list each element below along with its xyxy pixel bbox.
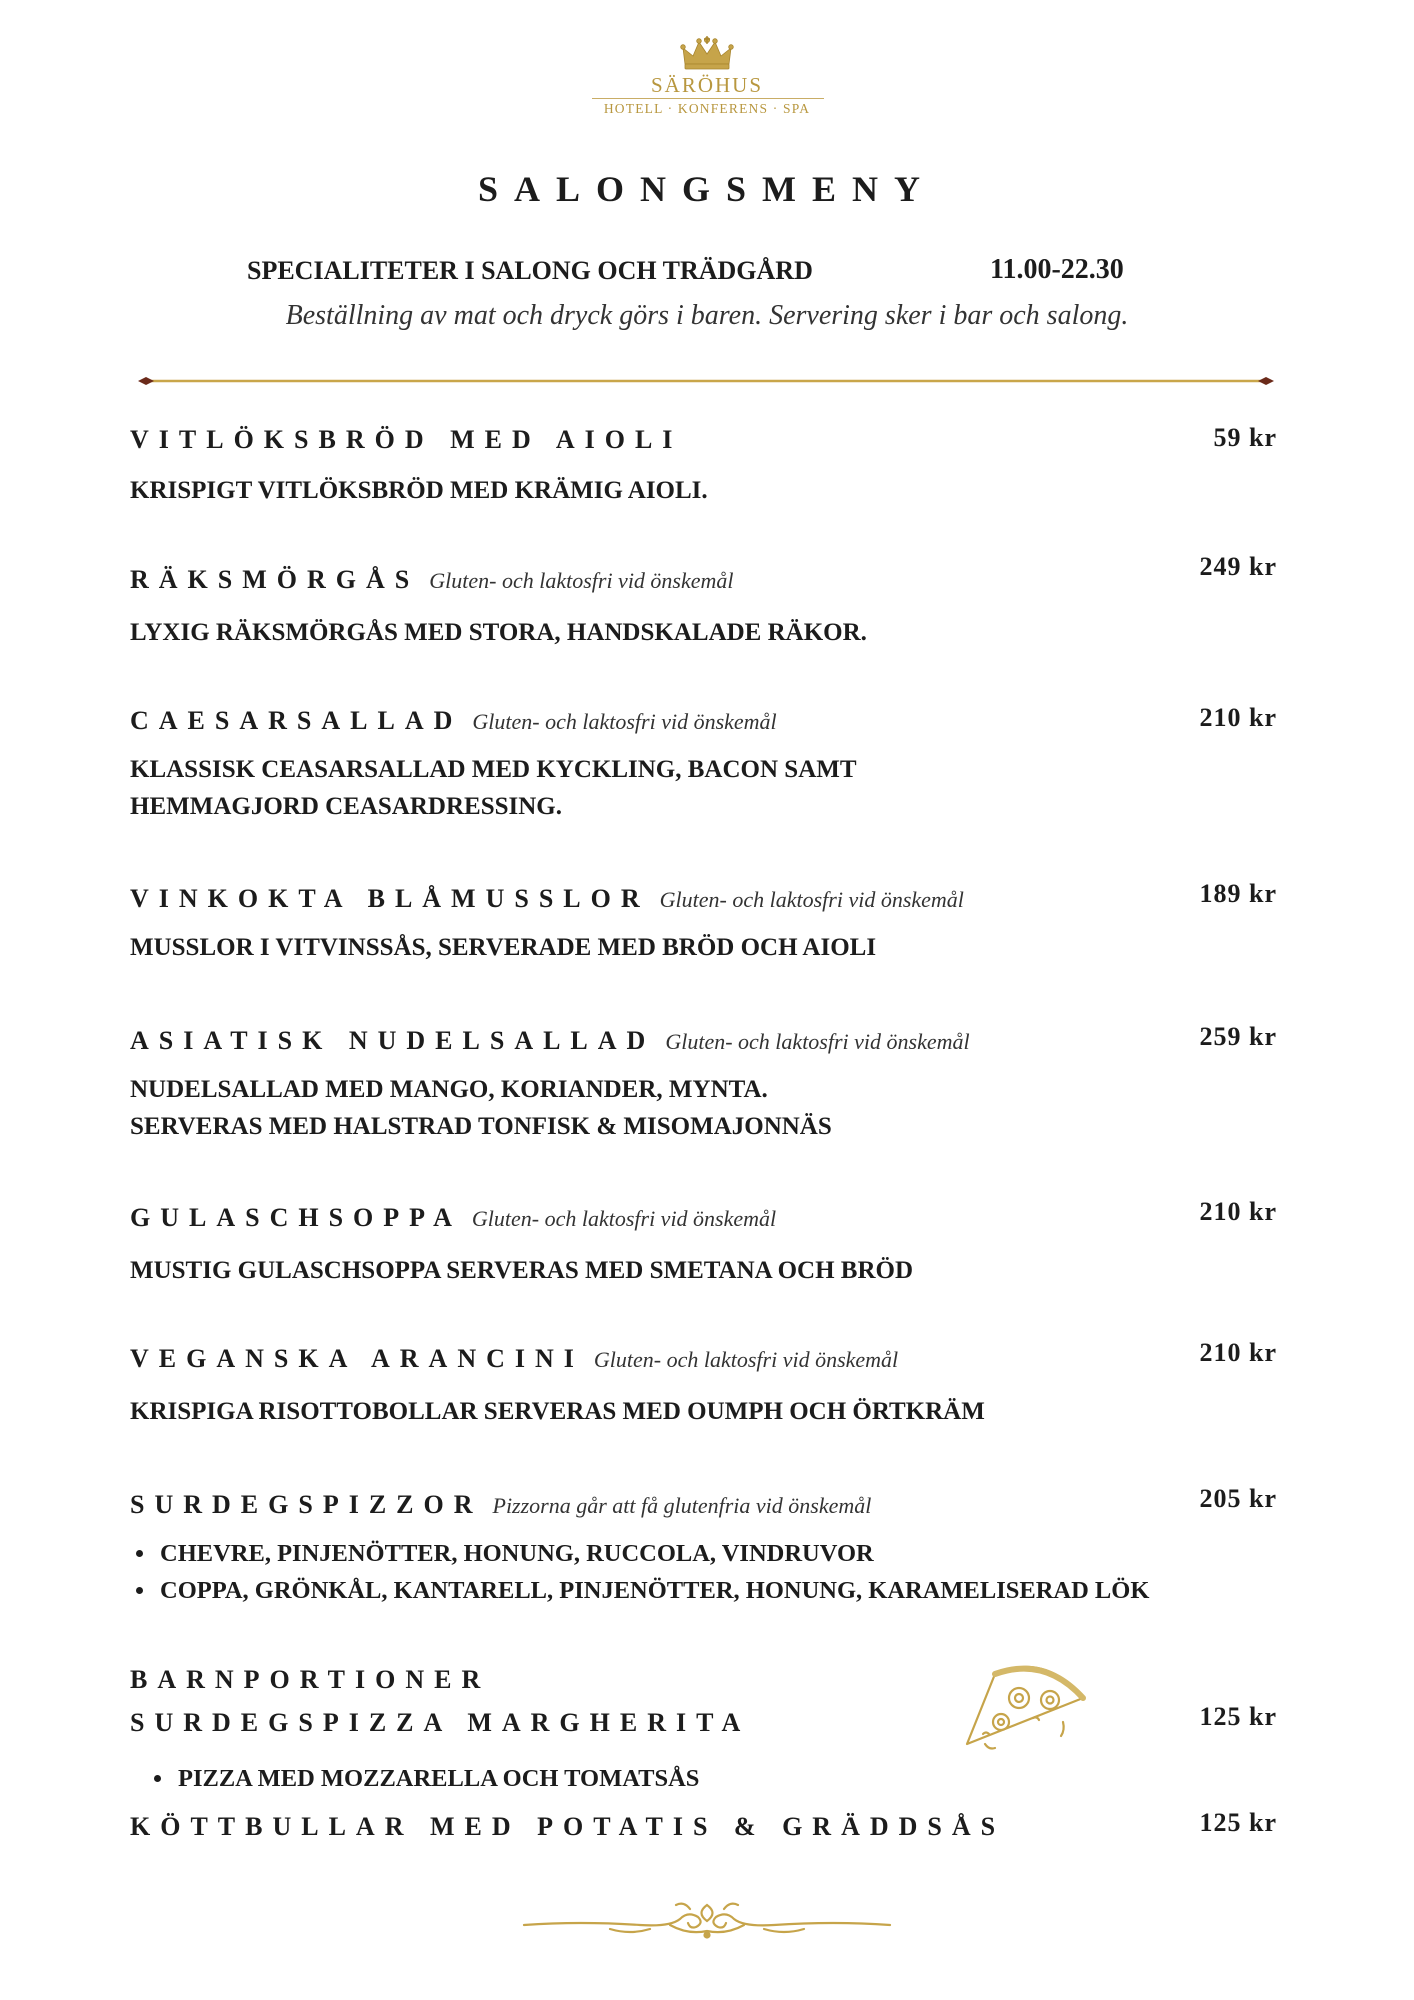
- menu-item-description: [130, 1393, 985, 1430]
- kids-meatballs-name: KÖTTBULLAR MED POTATIS & GRÄDDSÅS: [130, 1812, 1006, 1841]
- menu-item-description: [130, 1071, 832, 1145]
- kids-pizza-price: 125 kr: [1199, 1702, 1277, 1731]
- page-title: SALONGSMENY: [477, 169, 937, 209]
- flourish-ornament-icon: [520, 1895, 894, 1943]
- specialties-heading: SPECIALITETER I SALONG OCH TRÄDGÅRD: [247, 256, 813, 285]
- item-title: GULASCHSOPPA: [130, 1203, 462, 1232]
- description-line: SERVERAS MED HALSTRAD TONFISK & MISOMAJONNÄS: [130, 1113, 832, 1140]
- menu-item-name: [130, 1490, 871, 1520]
- ordering-info: Beställning av mat och dryck görs i baren. Servering sker i bar och salong.: [285, 300, 1129, 331]
- description-line: KRISPIGT VITLÖKSBRÖD MED KRÄMIG AIOLI.: [130, 477, 708, 504]
- logo-tagline: HOTELL · KONFERENS · SPA: [603, 101, 811, 116]
- list-item: PIZZA MED MOZZARELLA OCH TOMATSÅS: [148, 1760, 699, 1797]
- kids-pizza-name: SURDEGSPIZZA MARGHERITA: [130, 1708, 751, 1737]
- description-line: NUDELSALLAD MED MANGO, KORIANDER, MYNTA.: [130, 1076, 768, 1103]
- description-line: HEMMAGJORD CEASARDRESSING.: [130, 793, 562, 820]
- item-title: ASIATISK NUDELSALLAD: [130, 1026, 656, 1055]
- item-note: Gluten- och laktosfri vid önskemål: [593, 1347, 899, 1372]
- kids-pizza-list: [148, 1760, 699, 1797]
- item-title: VEGANSKA ARANCINI: [130, 1344, 584, 1373]
- menu-item-price: 59 kr: [1213, 423, 1277, 452]
- description-line: LYXIG RÄKSMÖRGÅS MED STORA, HANDSKALADE RÄKOR.: [130, 619, 867, 646]
- logo-brand: SÄRÖHUS: [650, 73, 764, 97]
- item-note: Gluten- och laktosfri vid önskemål: [665, 1029, 970, 1054]
- menu-item-name: [130, 884, 964, 914]
- description-line: MUSTIG GULASCHSOPPA SERVERAS MED SMETANA OCH BRÖD: [130, 1257, 914, 1284]
- menu-item-name: [130, 706, 777, 736]
- menu-item-price: 205 kr: [1199, 1484, 1277, 1513]
- menu-item-description: [130, 614, 867, 651]
- description-line: KRISPIGA RISOTTOBOLLAR SERVERAS MED OUMPH OCH ÖRTKRÄM: [130, 1398, 985, 1425]
- kids-meatballs-price: 125 kr: [1199, 1808, 1277, 1837]
- item-title: VITLÖKSBRÖD MED AIOLI: [130, 425, 683, 454]
- menu-item-name: [130, 1203, 776, 1233]
- description-line: KLASSISK CEASARSALLAD MED KYCKLING, BACON SAMT: [130, 756, 857, 783]
- item-title: SURDEGSPIZZOR: [130, 1490, 483, 1519]
- menu-item-name: [130, 425, 682, 455]
- crown-icon: [679, 36, 735, 72]
- description-line: MUSSLOR I VITVINSSÅS, SERVERADE MED BRÖD OCH AIOLI: [130, 934, 877, 961]
- menu-item-description: [130, 1252, 913, 1289]
- menu-item-name: [130, 1026, 970, 1056]
- list-item: CHEVRE, PINJENÖTTER, HONUNG, RUCCOLA, VINDRUVOR: [130, 1535, 1149, 1572]
- item-title: CAESARSALLAD: [130, 706, 463, 735]
- item-note: Pizzorna går att få glutenfria vid önskemål: [492, 1493, 872, 1518]
- menu-item-price: 210 kr: [1199, 1197, 1277, 1226]
- menu-item-price: 210 kr: [1199, 703, 1277, 732]
- kids-heading: BARNPORTIONER: [130, 1665, 491, 1694]
- item-note: Gluten- och laktosfri vid önskemål: [429, 568, 734, 593]
- menu-item-description: [130, 751, 857, 825]
- menu-item-price: 189 kr: [1199, 879, 1277, 908]
- item-note: Gluten- och laktosfri vid önskemål: [659, 887, 964, 912]
- pizza-slice-icon: [955, 1652, 1095, 1752]
- menu-item-name: [130, 565, 734, 595]
- menu-item-description: [130, 929, 876, 966]
- logo-rule: [592, 98, 824, 99]
- menu-item-name: [130, 1344, 898, 1374]
- menu-item-price: 249 kr: [1199, 552, 1277, 581]
- header-divider: [138, 371, 1274, 391]
- logo: [592, 36, 822, 140]
- menu-item-price: 210 kr: [1199, 1338, 1277, 1367]
- menu-item-description: [130, 472, 708, 509]
- list-item: COPPA, GRÖNKÅL, KANTARELL, PINJENÖTTER, HONUNG, KARAMELISERAD LÖK: [130, 1572, 1149, 1609]
- pizza-list: [130, 1535, 1149, 1609]
- opening-hours: 11.00-22.30: [990, 254, 1124, 285]
- item-title: RÄKSMÖRGÅS: [130, 565, 420, 594]
- item-title: VINKOKTA BLÅMUSSLOR: [130, 884, 650, 913]
- menu-item-price: 259 kr: [1199, 1022, 1277, 1051]
- item-note: Gluten- och laktosfri vid önskemål: [471, 1206, 777, 1231]
- item-note: Gluten- och laktosfri vid önskemål: [472, 709, 777, 734]
